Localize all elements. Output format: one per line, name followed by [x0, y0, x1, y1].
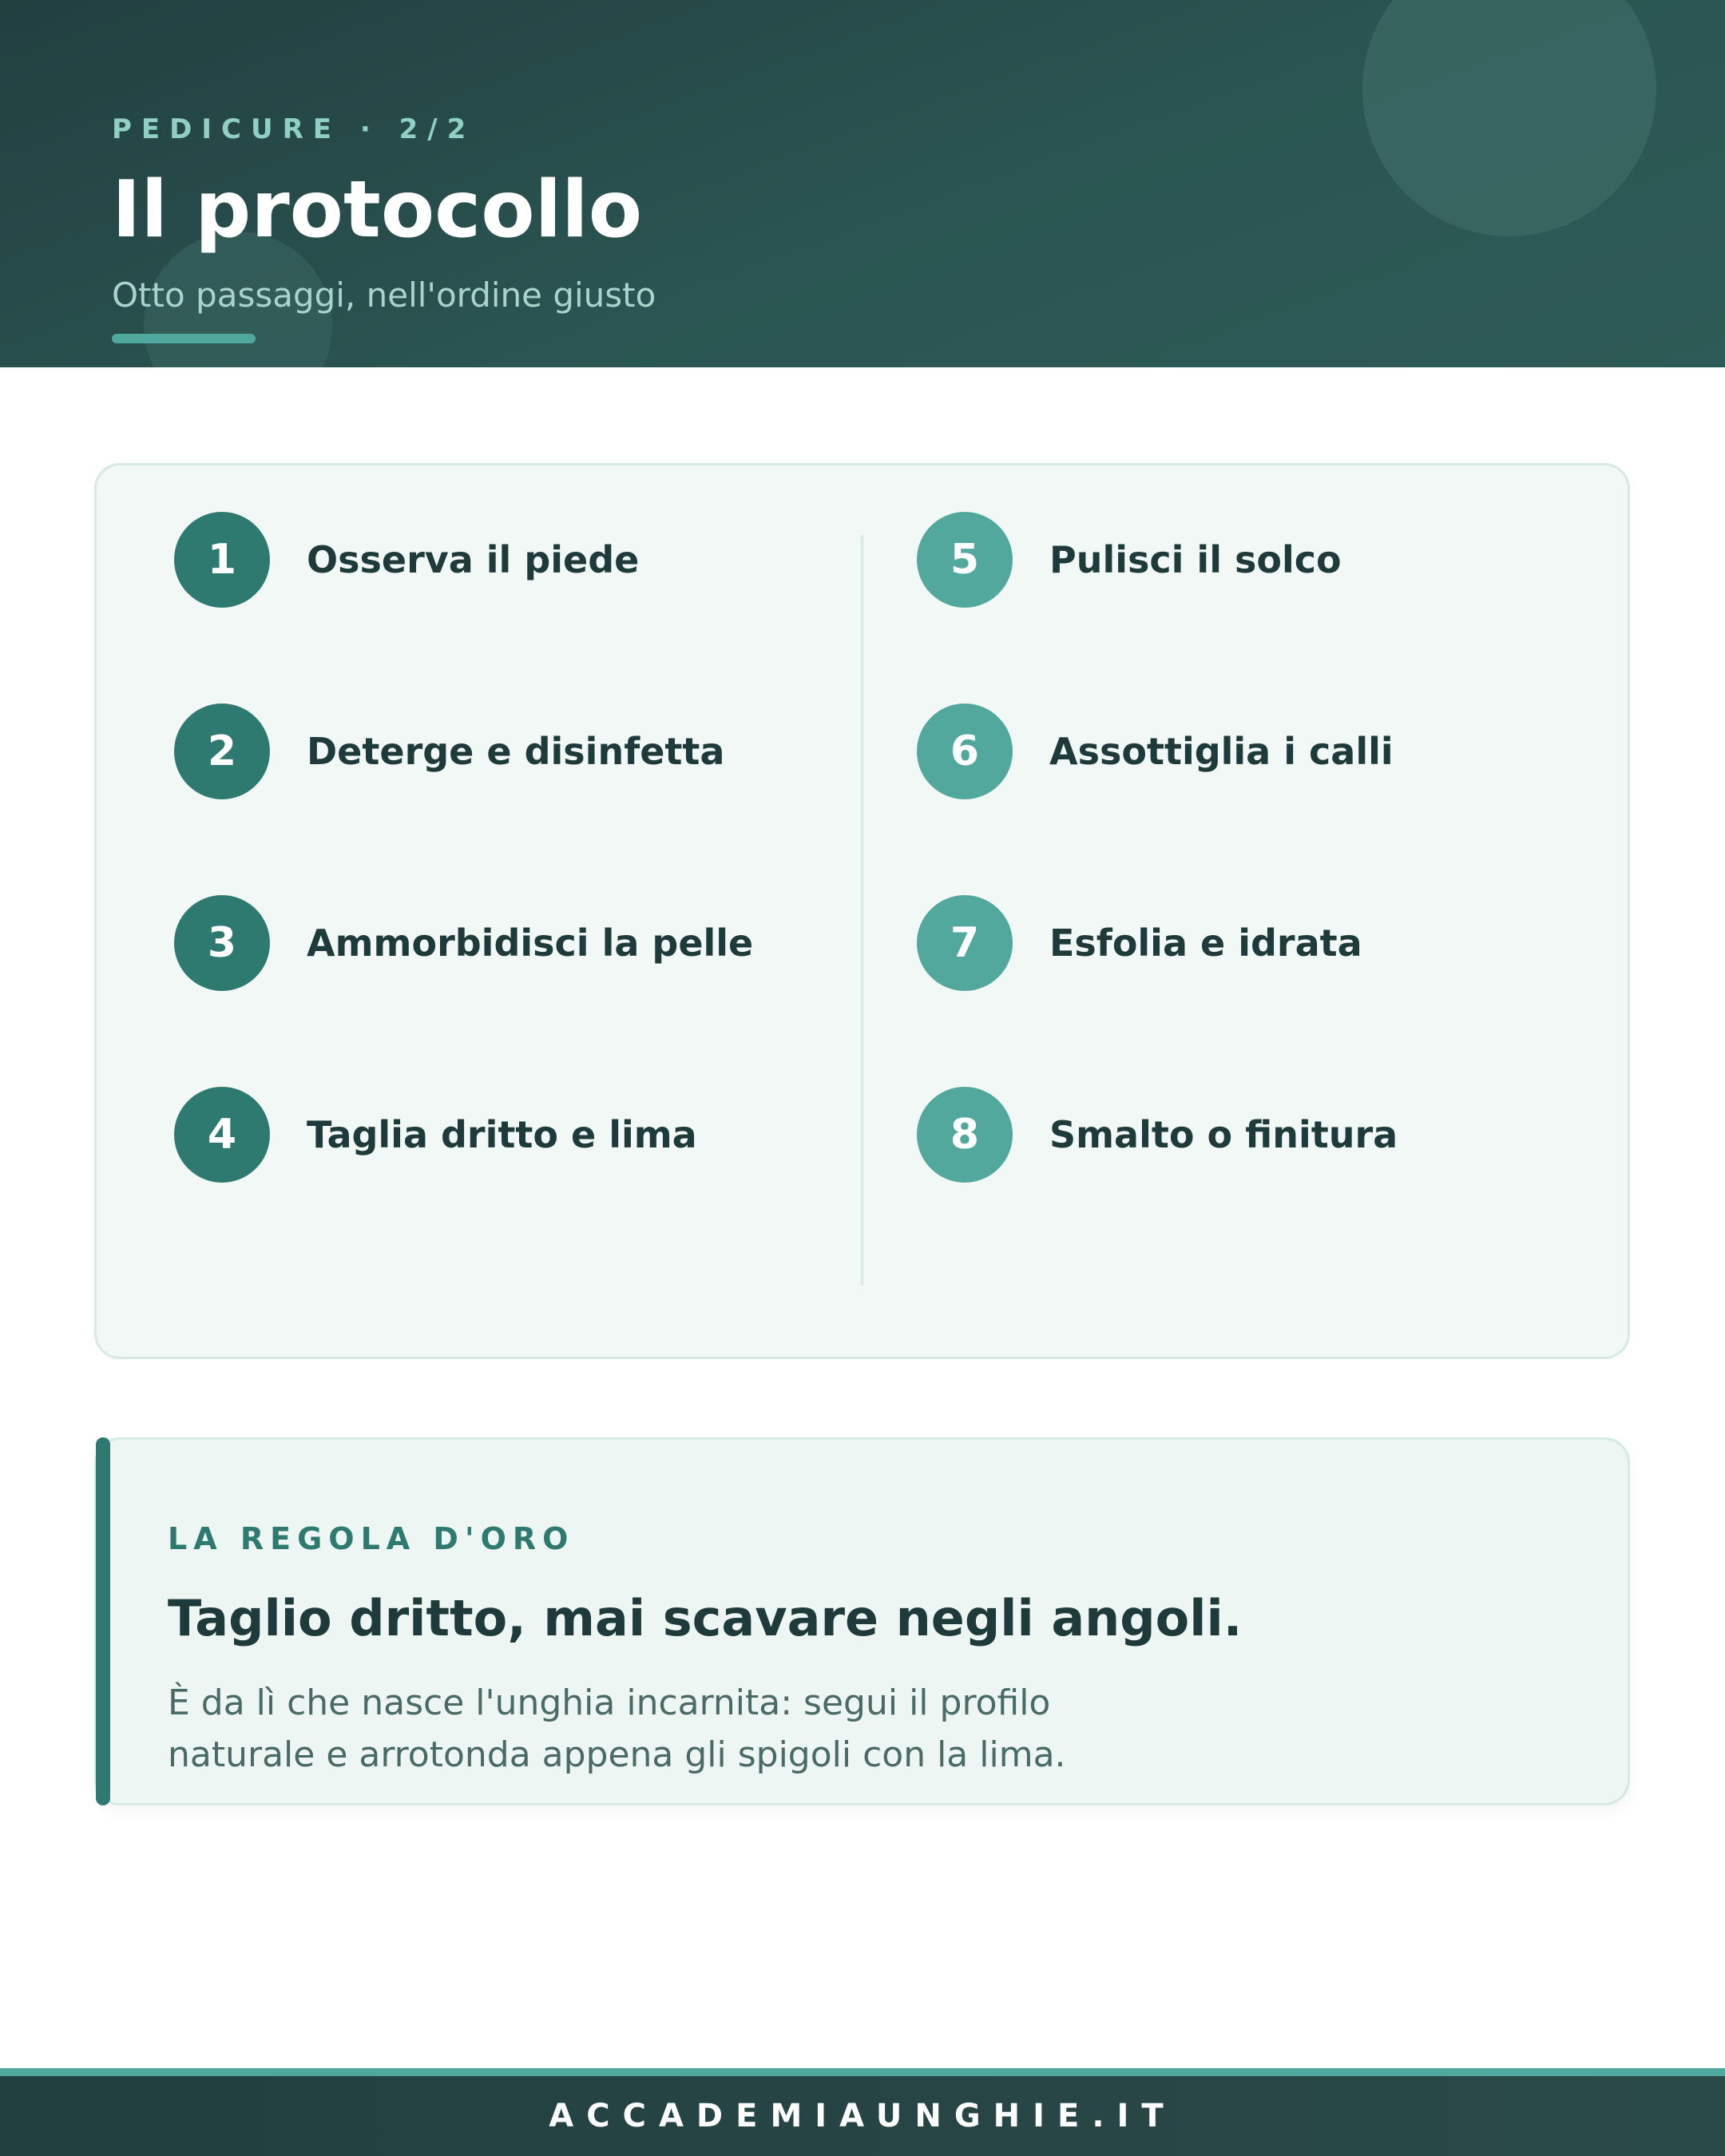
step-number-badge: 1: [174, 512, 270, 608]
step-item: [174, 703, 724, 799]
step-number-badge: 7: [917, 895, 1013, 991]
page-subtitle: Otto passaggi, nell'ordine giusto: [112, 275, 656, 315]
step-label: Taglia dritto e lima: [307, 1113, 697, 1156]
step-label: Deterge e disinfetta: [307, 730, 725, 773]
step-item: [174, 1087, 697, 1183]
golden-rule-eyebrow: LA REGOLA D'ORO: [168, 1521, 575, 1556]
header-eyebrow: PEDICURE · 2/2: [112, 113, 476, 145]
footer-site-name: ACCADEMIAUNGHIE.IT: [549, 2098, 1176, 2134]
step-item: [174, 895, 753, 991]
step-number-badge: 6: [917, 703, 1013, 799]
step-label: Pulisci il solco: [1049, 538, 1342, 581]
step-label: Assottiglia i calli: [1049, 730, 1394, 773]
page-title: Il protocollo: [112, 164, 643, 256]
golden-rule-title: Taglio dritto, mai scavare negli angoli.: [168, 1589, 1243, 1647]
golden-rule-body-line: naturale e arrotonda appena gli spigoli con la lima.: [168, 1734, 1066, 1775]
step-number-badge: 8: [917, 1087, 1013, 1183]
header-accent-bar: [112, 334, 256, 343]
golden-rule-accent-bar: [96, 1437, 110, 1805]
decorative-circle: [1362, 0, 1656, 236]
step-number-badge: 2: [174, 703, 270, 799]
step-item: [917, 512, 1342, 608]
steps-column-divider: [861, 535, 863, 1286]
header-banner: [0, 0, 1725, 367]
step-number-badge: 5: [917, 512, 1013, 608]
step-label: Smalto o finitura: [1049, 1113, 1398, 1156]
step-item: [174, 512, 639, 608]
step-label: Ammorbidisci la pelle: [307, 921, 754, 965]
step-item: [917, 703, 1394, 799]
step-label: Osserva il piede: [307, 538, 640, 581]
step-number-badge: 3: [174, 895, 270, 991]
footer-accent-line: [0, 2068, 1725, 2076]
step-label: Esfolia e idrata: [1049, 921, 1362, 965]
step-item: [917, 895, 1362, 991]
golden-rule-body-line: È da lì che nasce l'unghia incarnita: segui il profilo: [168, 1682, 1051, 1723]
step-number-badge: 4: [174, 1087, 270, 1183]
footer-bar: [0, 2076, 1725, 2156]
step-item: [917, 1087, 1398, 1183]
golden-rule-body: [168, 1677, 1206, 1781]
